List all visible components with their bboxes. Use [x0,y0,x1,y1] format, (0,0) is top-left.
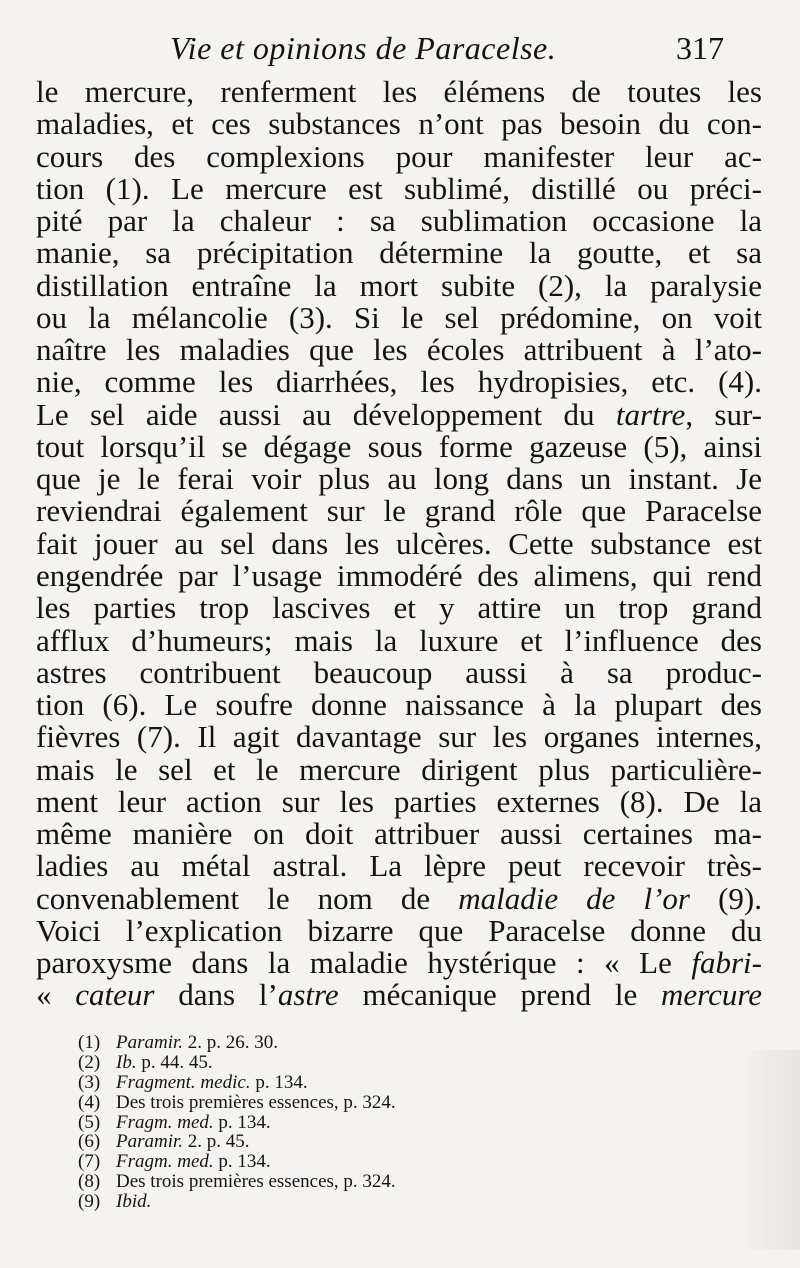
text-segment: « [36,977,76,1013]
text-line: que je le ferai voir plus au long dans un instant. Je [36,461,762,497]
footnote-number: (8) [78,1171,101,1193]
body-text [36,76,762,1012]
text-line: fièvres (7). Il agit davantage sur les organes internes, [36,719,762,755]
text-segment: , sur- [685,396,762,432]
footnote-source: Fragm. med. [116,1151,214,1173]
text-segment: (9). [690,880,762,916]
footnote-text: p. 134. [250,1071,308,1093]
text-line: engendrée par l’usage immodéré des alimens, qui rend [36,557,762,593]
text-line: Voici l’explication bizarre que Paracelse donne du [36,912,762,948]
footnote [78,1073,598,1093]
footnote-text: 2. p. 26. 30. [183,1032,279,1053]
text-line: reviendrai également sur le grand rôle que Paracelse [36,493,762,529]
footnote-source: Ib. [116,1051,137,1073]
footnote-text: p. 44. 45. [136,1051,213,1073]
text-line: ou la mélancolie (3). Si le sel prédomine, on voit [36,299,762,335]
footnote-text: Des trois premières essences, p. 324. [116,1091,396,1113]
footnote-number: (6) [78,1131,101,1153]
text-line: mais le sel et le mercure dirigent plus particulière- [36,751,762,787]
text-line: ladies au métal astral. La lèpre peut recevoir très- [36,848,762,884]
footnote-source: Fragment. medic. [116,1071,251,1093]
italic-term: tartre [615,396,686,432]
text-line: le mercure, renferment les élémens de toutes les [36,74,762,109]
footnote [78,1152,598,1172]
italic-term: maladie de l’or [458,880,690,916]
footnote-source: Paramir. [116,1032,184,1053]
page-header [0,30,800,74]
footnote-number: (7) [78,1151,101,1173]
text-line: ment leur action sur les parties externes (8). De la [36,783,762,819]
text-segment: Le sel aide aussi au développement du [36,396,616,432]
text-line: distillation entraîne la mort subite (2), la paralysie [36,267,762,303]
footnote-source: Paramir. [116,1131,184,1153]
text-line: cours des complexions pour manifester leur ac- [36,138,762,174]
text-line [36,880,762,916]
footnote [78,1113,598,1133]
footnote-number: (3) [78,1071,101,1093]
footnote [78,1132,598,1152]
text-line: tion (1). Le mercure est sublimé, distillé ou préci- [36,170,762,206]
running-title: Vie et opinions de Paracelse. [170,30,557,66]
italic-term: cateur [75,977,155,1013]
text-line: naître les maladies que les écoles attribuent à l’ato- [36,332,762,368]
footnote-text: 2. p. 45. [183,1131,250,1153]
italic-term: mercure [661,977,763,1013]
footnote-number: (1) [78,1032,101,1053]
text-line [36,947,762,979]
text-line: tout lorsqu’il se dégage sous forme gazeuse (5), ainsi [36,428,762,464]
footnote-number: (4) [78,1091,101,1113]
page-edge-shadow [740,1050,800,1250]
footnote-number: (9) [78,1191,101,1213]
text-line: tion (6). Le soufre donne naissance à la plupart des [36,687,762,723]
text-line: pité par la chaleur : sa sublimation occasione la [36,203,762,239]
footnote [78,1192,598,1212]
text-segment: convenablement le nom de [36,880,459,916]
text-line: astres contribuent beaucoup aussi à sa produc- [36,654,762,690]
text-line: nie, comme les diarrhées, les hydropisies, etc. (4). [36,364,762,400]
footnote-number: (5) [78,1111,101,1133]
footnote-source: Ibid. [116,1191,152,1213]
italic-term: fabri- [691,945,762,981]
text-line [36,396,762,432]
text-line: maladies, et ces substances n’ont pas besoin du con- [36,106,762,142]
footnotes [78,1033,598,1212]
italic-term: astre [277,977,339,1013]
text-line: fait jouer au sel dans les ulcères. Cette substance est [36,525,762,561]
page-number: 317 [676,30,724,66]
text-segment: paroxysme dans la maladie hystérique : « Le [36,945,692,981]
text-segment: mécanique prend le [338,977,662,1013]
footnote [78,1093,598,1113]
text-segment: dans l’ [154,977,278,1013]
footnote-source: Fragm. med. [116,1111,214,1133]
footnote-text: p. 134. [213,1151,271,1173]
text-line: même manière on doit attribuer aussi certaines ma- [36,816,762,852]
text-line [36,979,762,1011]
footnote-text: p. 134. [213,1111,271,1133]
text-line: manie, sa précipitation détermine la goutte, et sa [36,235,762,271]
footnote [78,1053,598,1073]
footnote [78,1033,598,1053]
text-line: les parties trop lascives et y attire un trop grand [36,590,762,626]
footnote-text: Des trois premières essences, p. 324. [116,1171,396,1193]
footnote [78,1172,598,1192]
text-line: afflux d’humeurs; mais la luxure et l’influence des [36,622,762,658]
footnote-number: (2) [78,1051,101,1073]
